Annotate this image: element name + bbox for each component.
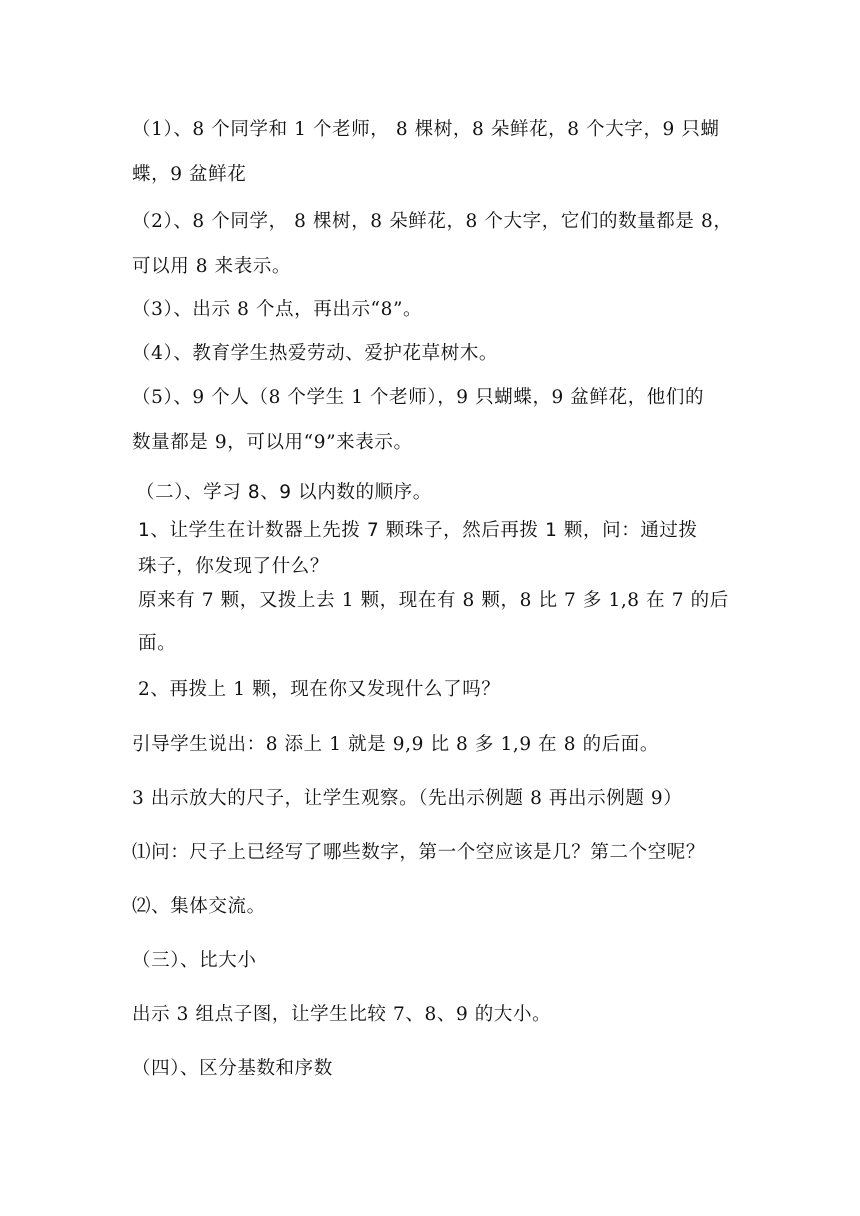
- section-heading-four: （四）、区分基数和序数: [132, 1058, 333, 1079]
- question-line: ⑴问：尺子上已经写了哪些数字，第一个空应该是几？第二个空呢？: [132, 842, 706, 863]
- step-1-answer-line-1: 原来有 7 颗，又拨上去 1 颗，现在有 8 颗，8 比 7 多 1,8 在 7 的后: [138, 590, 729, 611]
- paragraph-3-line-1: （3）、出示 8 个点，再出示“8”。: [132, 299, 423, 320]
- paragraph-4-line-1: （4）、教育学生热爱劳动、爱护花草树木。: [132, 343, 499, 364]
- step-3-line: 3 出示放大的尺子，让学生观察。（先出示例题 8 再出示例题 9）: [132, 788, 683, 809]
- step-1-answer-line-2: 面。: [138, 633, 177, 654]
- step-1-line-2: 珠子，你发现了什么？: [138, 556, 330, 577]
- paragraph-2-line-1: （2）、8 个同学， 8 棵树，8 朵鲜花，8 个大字，它们的数量都是 8，: [132, 211, 733, 232]
- paragraph-2-line-2: 可以用 8 来表示。: [132, 256, 292, 277]
- paragraph-1-line-1: （1）、8 个同学和 1 个老师， 8 棵树，8 朵鲜花，8 个大字，9 只蝴: [132, 119, 720, 140]
- guide-students-line: 引导学生说出：8 添上 1 就是 9,9 比 8 多 1,9 在 8 的后面。: [132, 734, 660, 755]
- section-heading-three: （三）、比大小: [132, 950, 257, 971]
- paragraph-5-line-2: 数量都是 9，可以用“9”来表示。: [132, 432, 413, 453]
- exchange-line: ⑵、集体交流。: [132, 896, 266, 917]
- paragraph-5-line-1: （5）、9 个人（8 个学生 1 个老师），9 只蝴蝶，9 盆鲜花，他们的: [132, 387, 705, 408]
- paragraph-1-line-2: 蝶，9 盆鲜花: [132, 164, 247, 185]
- compare-line: 出示 3 组点子图，让学生比较 7、8、9 的大小。: [132, 1004, 552, 1025]
- section-heading-two: （二）、学习 8、9 以内数的顺序。: [136, 482, 432, 503]
- step-2-line-1: 2、再拨上 1 颗，现在你又发现什么了吗？: [138, 679, 501, 700]
- step-1-line-1: 1、让学生在计数器上先拨 7 颗珠子，然后再拨 1 颗，问：通过拨: [138, 520, 698, 541]
